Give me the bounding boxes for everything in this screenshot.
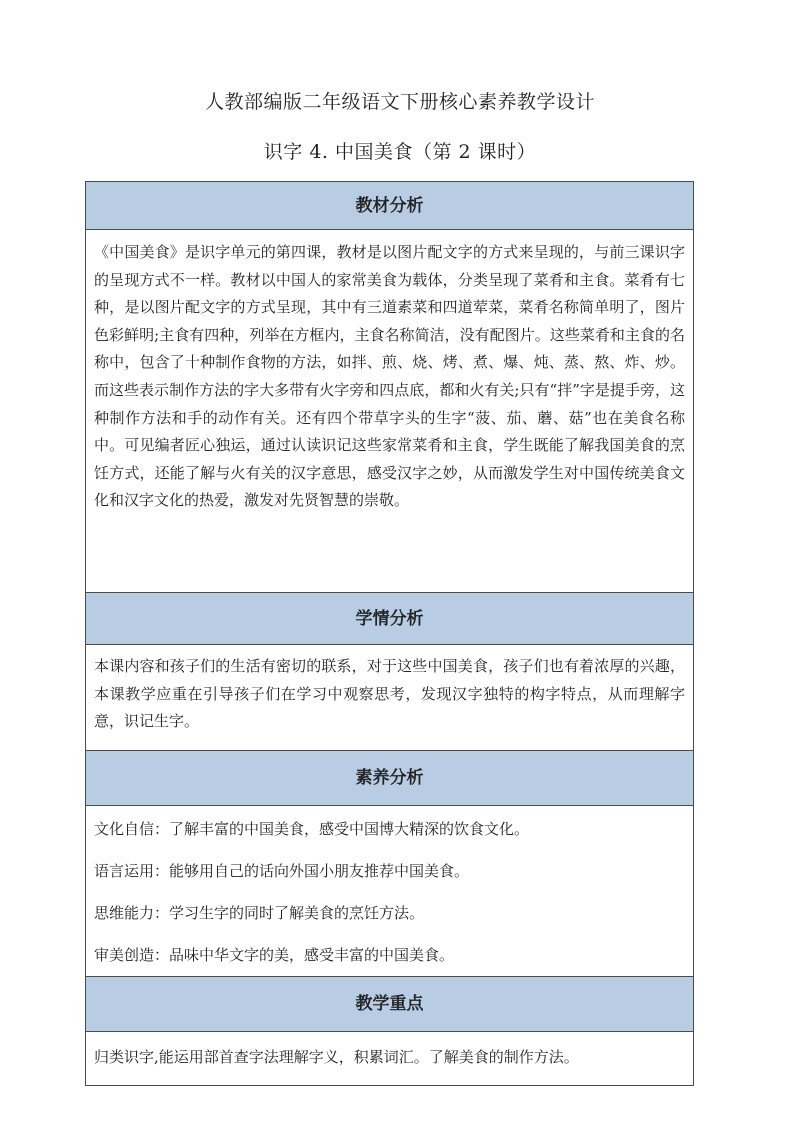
literacy-item-language: 语言运用：能够用自己的话向外国小朋友推荐中国美食。 [94,862,470,880]
teaching-focus-text: 归类识字,能运用部首查字法理解字义，积累词汇。了解美食的制作方法。 [94,1048,579,1066]
lesson-subtitle: 识字 4. 中国美食（第 2 课时） [263,141,537,163]
document-title: 人教部编版二年级语文下册核心素养教学设计 [204,91,595,113]
textbook-analysis-header: 教材分析 [86,182,693,230]
literacy-item-thinking: 思维能力：学习生字的同时了解美食的烹饪方法。 [94,904,425,922]
teaching-focus-body [86,1032,693,1085]
learner-analysis-body [86,645,693,751]
lesson-design-table [85,181,694,1086]
textbook-analysis-text: 《中国美食》是识字单元的第四课，教材是以图片配文字的方式来呈现的，与前三课识字的呈现方式不一样。教材以中国人的家常美食为载体，分类呈现了菜肴和主食。菜肴有七种，是以图片配文字的方式呈现，其中有三道素菜和四道荤菜，菜肴名称简单明了，图片色彩鲜明;主食有四种，列举在方框内，主食名称简洁，没有配图片。这些菜肴和主食的名称中，包含了十种制作食物的方法，如拌、煎、烧、烤、煮、爆、炖、蒸、熬、炸、炒。而这些表示制作方法的字大多带有火字旁和四点底，都和火有关;只有“拌”字是提手旁，这种制作方法和手的动作有关。还有四个带草字头的生字“菠、茄、蘑、菇”也在美食名称中。可见编者匠心独运，通过认读识记这些家常菜肴和主食，学生既能了解我国美食的烹饪方式，还能了解与火有关的汉字意思，感受汉字之妙，从而激发学生对中国传统美食文化和汉字文化的热爱，激发对先贤智慧的崇敬。 [94,243,685,510]
literacy-analysis-body [86,806,693,977]
teaching-focus-header: 教学重点 [86,977,693,1032]
learner-analysis-header: 学情分析 [86,593,693,645]
learner-analysis-text: 本课内容和孩子们的生活有密切的联系，对于这些中国美食，孩子们也有着浓厚的兴趣，本课教学应重在引导孩子们在学习中观察思考，发现汉字独特的构字特点，从而理解字意，识记生字。 [94,657,685,731]
textbook-analysis-body [86,230,693,593]
literacy-item-aesthetics: 审美创造：品味中华文字的美，感受丰富的中国美食。 [94,946,455,964]
literacy-item-culture: 文化自信：了解丰富的中国美食，感受中国博大精深的饮食文化。 [94,820,530,838]
literacy-analysis-header: 素养分析 [86,751,693,806]
